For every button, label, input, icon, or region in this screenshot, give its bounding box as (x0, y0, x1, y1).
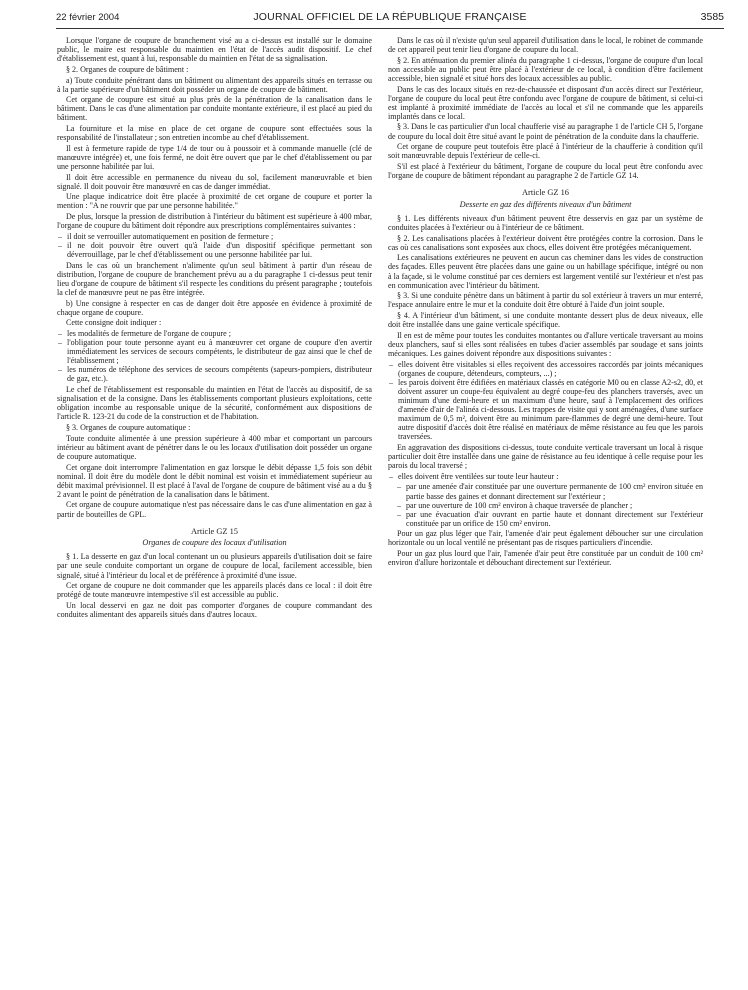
section-heading: § 2. Organes de coupure de bâtiment : (66, 64, 189, 74)
paragraph: En aggravation des dispositions ci-dessus, toute conduite verticale traversant un local à risque particulier doit être installée dans une gaine de résistance au feu identique à celle requise pour les parois du local traversé ; (388, 442, 703, 471)
list-item: – par une amenée d'air constituée par une ouverture permanente de 100 cm² environ située en partie basse des gaines et donnant directement sur l'extérieur ; (396, 482, 703, 500)
paragraph: Les canalisations extérieures ne peuvent en aucun cas cheminer dans les vides de construction des façades. Elles peuvent être placées dans une gaine ou un habillage spécifique, intégré ou non à la façade, si le volume constitué par ces derniers est largement ventilé sur l'extérieur et n'est pas en communication avec l'intérieur du bâtiment. (388, 253, 703, 290)
paragraph: § 1. Les différents niveaux d'un bâtiment peuvent être desservis en gaz par un système de conduites placées à l'extérieur ou à l'intérieur de ce bâtiment. (388, 213, 703, 232)
list-item (388, 378, 703, 442)
paragraph: Cet organe doit interrompre l'alimentation en gaz lorsque le débit dépasse 1,5 fois son débit nominal. Il doit être du modèle dont le débit nominal est voisin et immédiatement supérieur au débit maximal prévisionnel. Il est placé à l'aval de l'organe de coupure de bâtiment visé au a du § 2 avant le point de pénétration de la canalisation dans le bâtiment. (57, 462, 372, 499)
sub-list (388, 482, 703, 527)
list-item: – il doit se verrouiller automatiquement en position de fermeture ; (57, 232, 372, 241)
article-heading: Article GZ 16 (522, 188, 569, 198)
paragraph: Il est à fermeture rapide de type 1/4 de tour ou à poussoir et à commande manuelle (clé de manœuvre intégrée) et, une fois fermé, ne doit être ouvert que par le chef d'établissement ou par une personne habilitée par lui. (57, 143, 372, 171)
list-item: – les numéros de téléphone des services de secours compétents (sapeurs-pompiers, distributeur de gaz, etc.). (57, 365, 372, 383)
list-item: – l'obligation pour toute personne ayant eu à manœuvrer cet organe de coupure d'en avertir immédiatement les services de secours compétents, le distributeur de gaz ainsi que le chef de l'établissement ; (57, 338, 372, 365)
paragraph: Toute conduite alimentée à une pression supérieure à 400 mbar et comportant un parcours intérieur au bâtiment avant de pénétrer dans le ou les locaux d'utilisation doit posséder un organe de coupure automatique. (57, 433, 372, 461)
paragraph: Dans le cas où il n'existe qu'un seul appareil d'utilisation dans le local, le robinet de commande de cet appareil peut tenir lieu d'organe de coupure du local. (388, 36, 703, 55)
list-item: – il ne doit pouvoir être ouvert qu'à l'aide d'un dispositif spécifique permettant son déverrouillage, par le chef d'établissement ou une personne habilitée par lui. (57, 241, 372, 259)
paragraph: § 3. Dans le cas particulier d'un local chaufferie visé au paragraphe 1 de l'article CH 5, l'organe de coupure du local doit être situé avant le point de pénétration de la conduite dans la chaufferie. (388, 122, 703, 141)
list-item-text: les parois doivent être édifiées en matériaux classés en catégorie M0 ou en classe A2-s2, d0, et doivent assurer un coupe-feu équivalent au degré coupe-feu des planchers traversés, avec un minimum d'une demi-heure et un maximum d'une heure, sauf à l'emplacement des orifices d'amenée d'air de l'alinéa ci-dessous. Les trappes de visite qui y sont aménagées, d'une surface maximum de 0,5 m², doivent être au minimum pare-flammes de degré une demi-heure. Tout autre dispositif d'accès doit être réalisé en matériaux de même résistance au feu que les parois traversées. (398, 377, 703, 442)
list (388, 360, 703, 442)
list-item: – elles doivent être ventilées sur toute leur hauteur : (388, 472, 703, 481)
list-item: – par une évacuation d'air ouvrant en partie haute et donnant directement sur l'extérieur constituée par un orifice de 150 cm² environ. (396, 510, 703, 528)
paragraph: Cet organe de coupure ne doit commander que les appareils placés dans ce local : il doit être protégé de toute manœuvre intempestive s'il est accessible au public. (57, 581, 372, 600)
paragraph: Cette consigne doit indiquer : (66, 318, 162, 328)
list (388, 472, 703, 481)
paragraph: La fourniture et la mise en place de cet organe de coupure sont effectuées sous la responsabilité de l'installateur ; son entretien incombe au chef d'établissement. (57, 124, 372, 143)
list (57, 232, 372, 259)
list (57, 329, 372, 383)
journal-title: JOURNAL OFFICIEL DE LA RÉPUBLIQUE FRANÇAISE (253, 11, 527, 23)
paragraph: § 2. En atténuation du premier alinéa du paragraphe 1 ci-dessus, l'organe de coupure d'un local non accessible au public peut être placé à l'extérieur de ce local, à condition d'être facilement accessible, bien signalé et situé hors des locaux accessibles au public. (388, 55, 703, 83)
section-heading: § 3. Organes de coupure automatique : (66, 423, 191, 433)
paragraph: b) Une consigne à respecter en cas de danger doit être apposée en évidence à proximité de chaque organe de coupure. (57, 298, 372, 317)
right-column (388, 36, 703, 982)
article-heading: Article GZ 15 (191, 526, 238, 536)
paragraph: Dans le cas des locaux situés en rez-de-chaussée et disposant d'un accès direct sur l'extérieur, l'organe de coupure du local peut être confondu avec l'organe de coupure de bâtiment, si celui-ci est implanté à proximité immédiate de l'accès au local et s'il ne commande que les appareils implantés dans ce local. (388, 84, 703, 121)
paragraph: De plus, lorsque la pression de distribution à l'intérieur du bâtiment est supérieure à 400 mbar, l'organe de coupure du bâtiment doit répondre aux prescriptions complémentaires suivantes : (57, 212, 372, 231)
issue-date: 22 février 2004 (56, 12, 120, 23)
paragraph: Cet organe de coupure peut toutefois être placé à l'intérieur de la chaufferie à condition qu'il soit manœuvrable depuis l'extérieur de celle-ci. (388, 142, 703, 161)
paragraph: Lorsque l'organe de coupure de branchement visé au a ci-dessus est installé sur le domaine public, le maire est responsable du maintien en l'état de l'accès audit dispositif. Le chef d'établissement est, quant à lui, responsable du maintien en l'état de sa signalisation. (57, 36, 372, 64)
paragraph: Pour un gaz plus lourd que l'air, l'amenée d'air peut être constituée par un conduit de 100 cm² environ d'allure horizontale et débouchant directement sur l'extérieur. (388, 549, 703, 568)
page-header (56, 10, 724, 29)
paragraph: Pour un gaz plus léger que l'air, l'amenée d'air peut également déboucher sur une circulation horizontale ou un local ventilé ne présentant pas de risques particuliers d'incendie. (388, 529, 703, 548)
paragraph: Cet organe de coupure automatique n'est pas nécessaire dans le cas d'une alimentation en gaz à partir de bouteilles de GPL. (57, 500, 372, 519)
list-item: – par une ouverture de 100 cm² environ à chaque traversée de plancher ; (396, 501, 703, 510)
paragraph: a) Toute conduite pénétrant dans un bâtiment ou alimentant des appareils situés en terrasse ou à la partie supérieure d'un bâtiment doit posséder un organe de coupure de bâtiment. (57, 75, 372, 94)
paragraph: Il doit être accessible en permanence du niveau du sol, facilement manœuvrable et bien signalé. Il doit pouvoir être manœuvré en cas de danger immédiat. (57, 172, 372, 191)
article-subtitle: Desserte en gaz des différents niveaux d'un bâtiment (459, 199, 632, 209)
paragraph: § 4. A l'intérieur d'un bâtiment, si une conduite montante dessert plus de deux niveaux, elle doit être installée dans une gaine verticale spécifique. (388, 311, 703, 330)
list-item: – les modalités de fermeture de l'organe de coupure ; (57, 329, 372, 338)
left-column (57, 36, 372, 982)
paragraph: Dans le cas où un branchement n'alimente qu'un seul bâtiment à partir d'un réseau de distribution, l'organe de coupure de branchement prévu au a du paragraphe 1 ci-dessus peut tenir lieu d'organe de coupure de bâtiment s'il respecte les conditions du présent paragraphe ; toutefois la clef de manœuvre peut ne pas être intégrée. (57, 260, 372, 297)
paragraph: Il en est de même pour toutes les conduites montantes ou d'allure verticale traversant au moins deux planchers, sauf si elles sont réalisées en tubes d'acier assemblés par soudage et sans joints mécaniques. Les gaines doivent répondre aux dispositions suivantes : (388, 330, 703, 358)
page-number: 3585 (700, 11, 724, 23)
paragraph: § 3. Si une conduite pénètre dans un bâtiment à partir du sol extérieur à travers un mur enterré, l'espace annulaire entre le mur et la conduite doit être obturé à l'aide d'un joint souple. (388, 291, 703, 310)
paragraph: S'il est placé à l'extérieur du bâtiment, l'organe de coupure du local peut être confondu avec l'organe de coupure de bâtiment répondant au paragraphe 2 de l'article GZ 14. (388, 161, 703, 181)
paragraph: § 2. Les canalisations placées à l'extérieur doivent être protégées contre la corrosion. Dans le cas où ces canalisations sont exposées aux chocs, elles doivent être protégées mécaniquement. (388, 233, 703, 252)
article-subtitle: Organes de coupure des locaux d'utilisation (142, 538, 287, 548)
paragraph: Cet organe de coupure est situé au plus près de la pénétration de la canalisation dans le bâtiment. Dans le cas d'une alimentation par conduite montante extérieure, il est placé au pied du bâtiment. (57, 95, 372, 123)
paragraph: § 1. La desserte en gaz d'un local contenant un ou plusieurs appareils d'utilisation doit se faire par une seule conduite comportant un organe de coupure de local, facilement accessible, bien signalé, situé à l'intérieur du local et de préférence à proximité d'une issue. (57, 552, 372, 580)
paragraph: Un local desservi en gaz ne doit pas comporter d'organes de coupure commandant des conduites alimentant des appareils situés dans d'autres locaux. (57, 600, 372, 619)
paragraph: Le chef de l'établissement est responsable du maintien en l'état de l'accès au dispositif, de sa signalisation et de la consigne. Dans les établissements comportant plusieurs exploitations, cette obligation incombe au responsable unique de la sécurité, conformément aux dispositions de l'article R. 123-21 du code de la construction et de l'habitation. (57, 385, 372, 422)
list-item: – elles doivent être visitables si elles reçoivent des accessoires raccordés par joints mécaniques (organes de coupure, détendeurs, compteurs, ...) ; (388, 360, 703, 378)
paragraph: Une plaque indicatrice doit être placée à proximité de cet organe de coupure et porter la mention : "A ne rouvrir que par une personne habilitée." (57, 192, 372, 211)
